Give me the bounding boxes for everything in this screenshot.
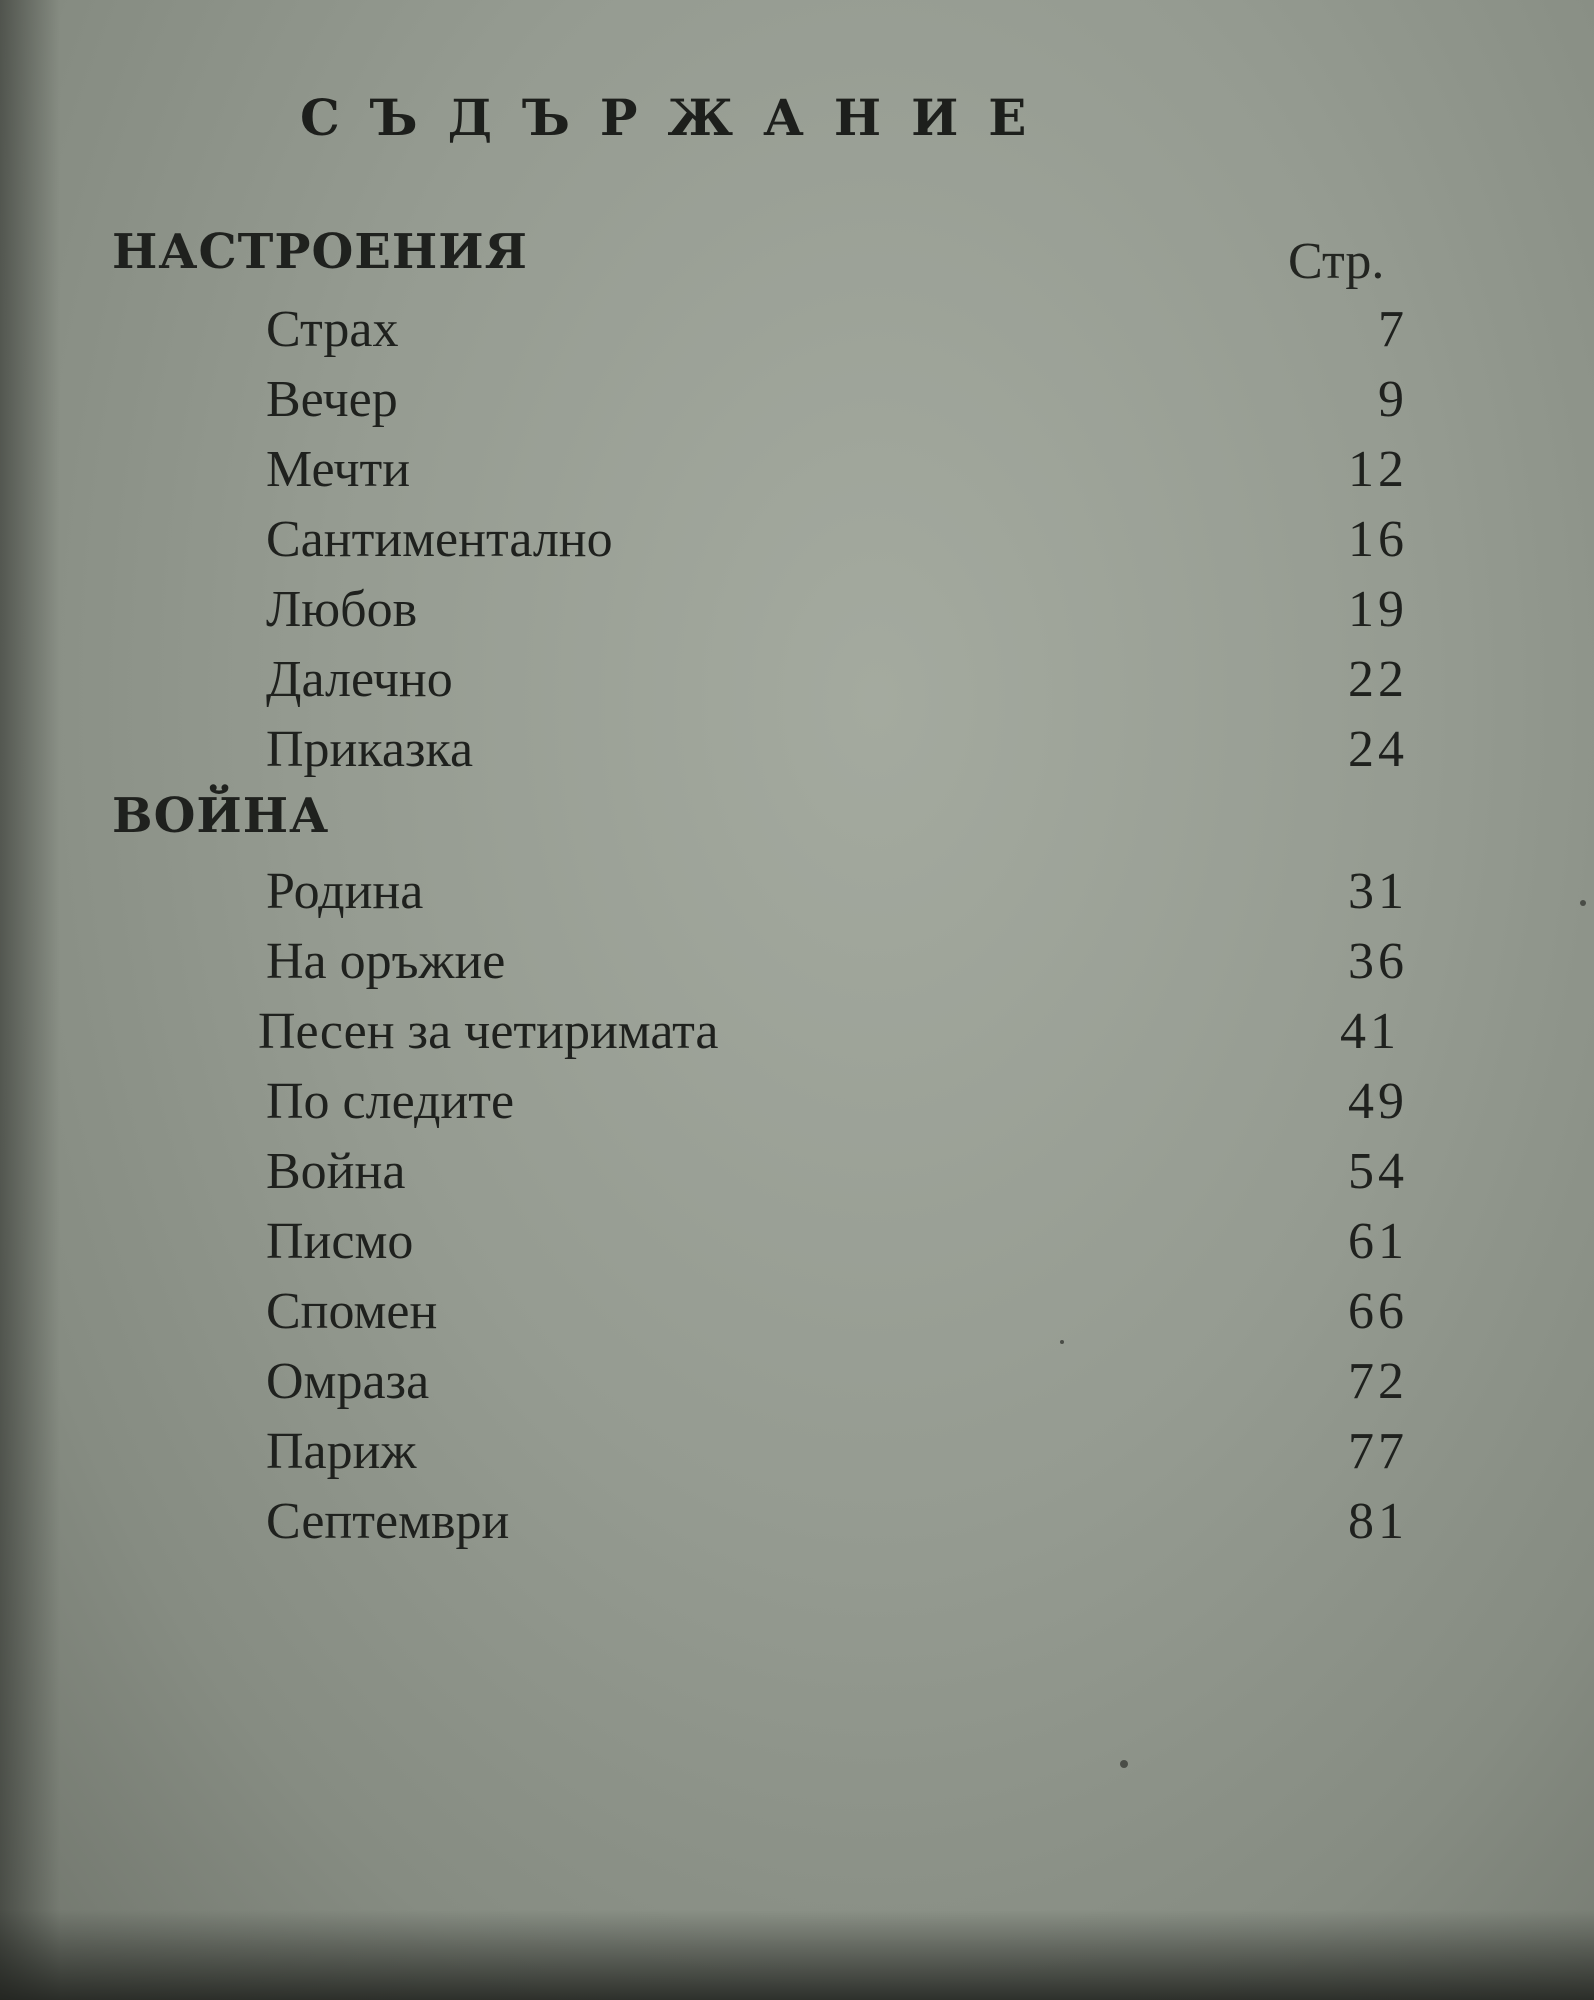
entry-title: Септември	[266, 1493, 510, 1550]
toc-entry	[0, 300, 1594, 360]
entry-page-number: 66	[1348, 1283, 1408, 1340]
entry-title: Война	[266, 1143, 406, 1200]
toc-entry	[0, 720, 1594, 780]
toc-entry	[0, 1492, 1594, 1552]
toc-entry	[0, 1212, 1594, 1272]
entry-title: Спомен	[266, 1283, 438, 1340]
toc-entry	[0, 370, 1594, 430]
entry-title: Приказка	[266, 721, 474, 778]
entry-title: Писмо	[266, 1213, 414, 1270]
section-heading: НАСТРОЕНИЯ	[112, 224, 528, 280]
section-heading: ВОЙНА	[112, 788, 330, 844]
page-column-label: Стр.	[1288, 233, 1385, 290]
entry-title: Песен за четиримата	[258, 1003, 719, 1060]
entry-page-number: 19	[1348, 581, 1408, 638]
entry-title: Далечно	[266, 651, 453, 708]
entry-title: Родина	[266, 863, 424, 920]
entry-title: Любов	[266, 581, 418, 638]
entry-page-number: 49	[1348, 1073, 1408, 1130]
entry-title: Омраза	[266, 1353, 430, 1410]
paper-speck	[1060, 1340, 1064, 1344]
toc-entry	[0, 1002, 1594, 1062]
entry-title: Страх	[266, 301, 399, 358]
entry-title: Сантиментално	[266, 511, 613, 568]
toc-entry	[0, 862, 1594, 922]
entry-page-number: 36	[1348, 933, 1408, 990]
entry-page-number: 31	[1348, 863, 1408, 920]
entry-title: На оръжие	[266, 933, 506, 990]
entry-page-number: 72	[1348, 1353, 1408, 1410]
toc-entry	[0, 1422, 1594, 1482]
entry-page-number: 41	[1340, 1003, 1400, 1060]
toc-entry	[0, 1352, 1594, 1412]
paper-speck	[1580, 900, 1586, 906]
entry-page-number: 22	[1348, 651, 1408, 708]
entry-page-number: 24	[1348, 721, 1408, 778]
entry-page-number: 9	[1378, 371, 1408, 428]
page-bottom-shadow	[0, 1910, 1594, 2000]
paper-speck	[1120, 1760, 1128, 1768]
entry-title: Париж	[266, 1423, 417, 1480]
toc-entry	[0, 650, 1594, 710]
toc-entry	[0, 1072, 1594, 1132]
page-title: СЪДЪРЖАНИЕ	[300, 88, 1057, 147]
entry-page-number: 54	[1348, 1143, 1408, 1200]
entry-page-number: 61	[1348, 1213, 1408, 1270]
toc-entry	[0, 932, 1594, 992]
toc-entry	[0, 510, 1594, 570]
entry-page-number: 81	[1348, 1493, 1408, 1550]
toc-entry	[0, 1142, 1594, 1202]
entry-title: Мечти	[266, 441, 411, 498]
entry-page-number: 77	[1348, 1423, 1408, 1480]
entry-title: По следите	[266, 1073, 515, 1130]
entry-title: Вечер	[266, 371, 398, 428]
toc-entry	[0, 440, 1594, 500]
entry-page-number: 12	[1348, 441, 1408, 498]
toc-entry	[0, 1282, 1594, 1342]
entry-page-number: 16	[1348, 511, 1408, 568]
toc-entry	[0, 580, 1594, 640]
entry-page-number: 7	[1378, 301, 1408, 358]
